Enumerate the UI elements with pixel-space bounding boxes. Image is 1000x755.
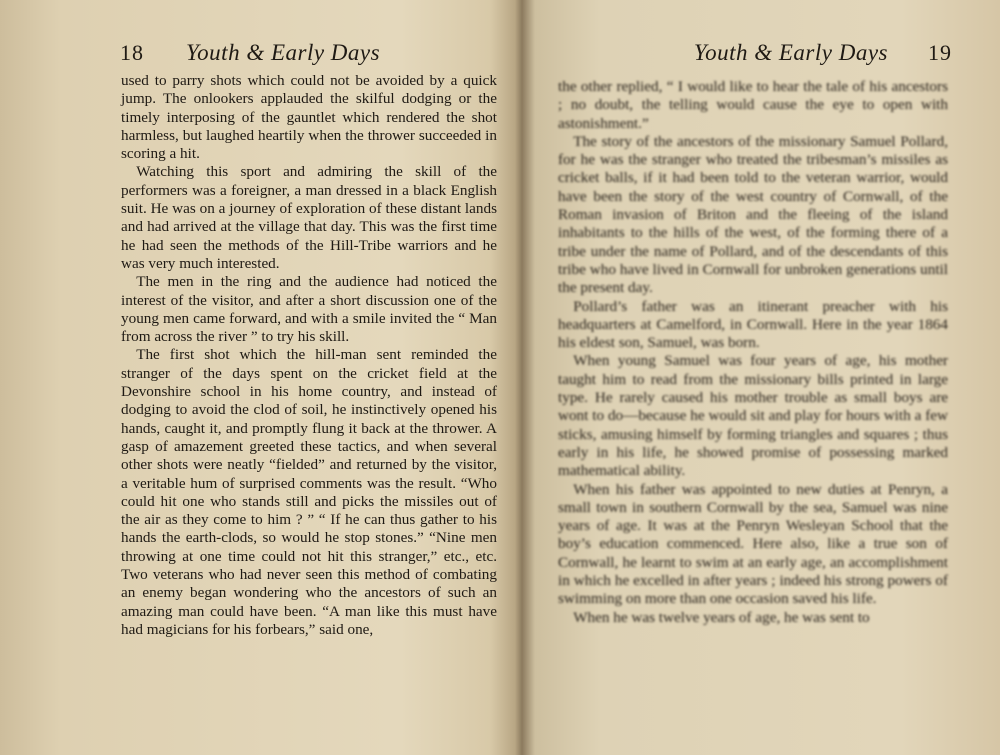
right-page-body [558, 78, 948, 627]
paragraph: the other replied, “ I would like to hear the tale of his ancestors ; no doubt, the telling would cause the eye to open with astonishment.” [558, 78, 948, 132]
paragraph: When his father was appointed to new duties at Penryn, a small town in southern Cornwall by the sea, Samuel was nine years of age. It was at the Penryn Wesleyan School that the boy’s education commenced. Here also, like a true son of Cornwall, he learnt to swim at an early age, an accomplishment in which he excelled in after years ; indeed his strong powers of swimming on more than one occasion saved his life. [558, 480, 948, 608]
left-page-header [120, 40, 500, 76]
right-page-header [612, 40, 952, 76]
paragraph: The first shot which the hill-man sent reminded the stranger of the days spent on the cricket field at the Devonshire school in his home country, and instead of dodging to avoid the clod of soil, he instinctively opened his hands, caught it, and promptly flung it back at the thrower. A gasp of amazement greeted these tactics, and when several other shots were neatly “fielded” and returned by the visitor, a veritable hum of surprised comments was the result. “Who could hit one who stands still and picks the missiles out of the air as they come to him ? ” “ If he can thus gather to his hands the earth-clods, so would he stop stones.” “Nine men throwing at one time could not hit this stranger,” etc., etc. Two veterans who had never seen this method of combating an enemy began wondering who the ancestors of such an amazing man could have been. “A man like this must have had magicians for his forbears,” said one, [121, 346, 497, 638]
running-head: Youth & Early Days [693, 40, 888, 65]
paragraph: used to parry shots which could not be avoided by a quick jump. The onlookers applauded the skilful dodging or the timely interposing of the gauntlet which rendered the shot harmless, but laughed heartily when the thrower succeeded in scoring a hit. [121, 72, 497, 163]
page-number: 18 [120, 40, 144, 65]
paragraph: When he was twelve years of age, he was sent to [573, 608, 870, 626]
paragraph: Watching this sport and admiring the skill of the performers was a foreigner, a man dressed in a black English suit. He was on a journey of exploration of these distant lands and had arrived at the village that day. This was the first time he had seen the methods of the Hill-Tribe warriors and he was very much interested. [121, 163, 497, 272]
paragraph: The men in the ring and the audience had noticed the interest of the visitor, and after a short discussion one of the young men came forward, and with a smile invited the “ Man from across the river ” to try his skill. [121, 273, 497, 346]
running-head: Youth & Early Days [186, 40, 381, 65]
paragraph: When young Samuel was four years of age, his mother taught him to read from the missionary bills printed in large type. He rarely caused his mother trouble as small boys are wont to do—because he would sit and play for hours with a few sticks, amusing himself by forming triangles and squares ; thus early in his life, he showed promise of possessing marked mathematical ability. [558, 352, 948, 480]
paragraph: The story of the ancestors of the missionary Samuel Pollard, for he was the stranger who treated the tribesman’s missiles as cricket balls, if it had been told to the veteran warrior, would have been the story of the west country of Cornwall, of the Roman invasion of Briton and the fleeing of the island inhabitants to the hills of the west, of the forming there of a tribe under the name of Pollard, and of the descendants of this tribe who have lived in Cornwall for unbroken generations until the present day. [558, 132, 948, 297]
page-number: 19 [928, 40, 952, 65]
right-page [522, 0, 1000, 755]
paragraph: Pollard’s father was an itinerant preacher with his headquarters at Camelford, in Cornwall. Here in the year 1864 his eldest son, Samuel, was born. [558, 297, 948, 352]
left-page-body [121, 72, 497, 639]
